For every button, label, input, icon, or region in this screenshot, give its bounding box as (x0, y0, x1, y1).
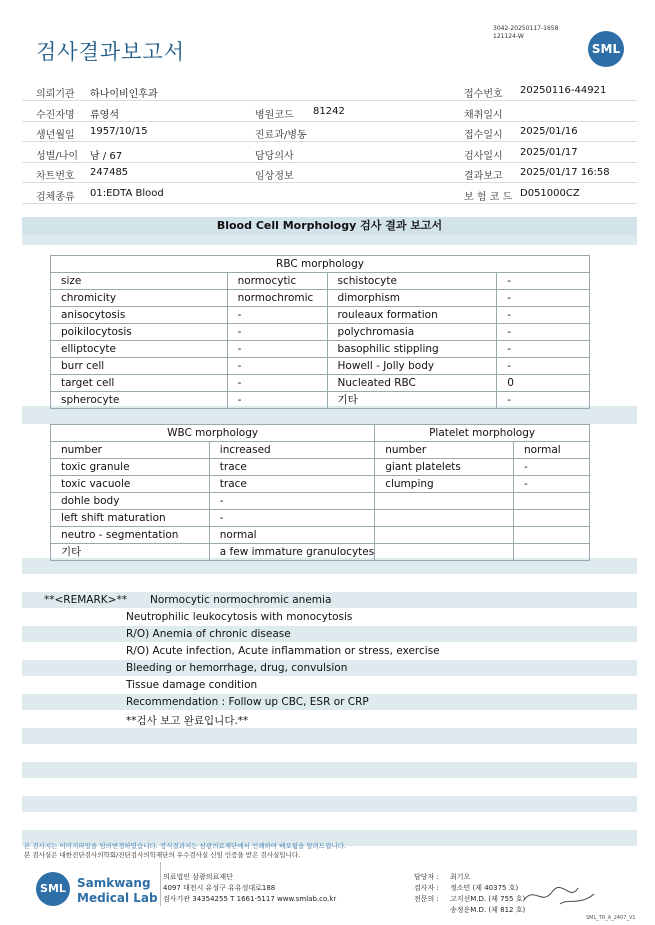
header-label: 임상정보 (255, 171, 294, 182)
header-label: 병원코드 (255, 109, 294, 121)
table-cell (513, 493, 589, 510)
table-row (51, 476, 590, 493)
brand-name: Medical Lab (77, 891, 158, 905)
table-cell: increased (209, 442, 374, 459)
section-title: Blood Cell Morphology 검사 결과 보고서 (22, 217, 637, 235)
header-label: 진료과/병동 (255, 130, 307, 141)
header-value: 2025/01/17 16:58 (520, 167, 610, 178)
table-row (51, 341, 590, 358)
remark-line: R/O) Acute infection, Acute inflammation or stress, exercise (126, 645, 440, 657)
row-band (22, 235, 637, 245)
header-value: 하나이비인후과 (90, 89, 158, 100)
table-cell: rouleaux formation (327, 307, 497, 324)
table-cell (375, 493, 514, 510)
table-row (51, 324, 590, 341)
header-value: 남 / 67 (90, 150, 123, 162)
table-row (51, 273, 590, 290)
staff-row (414, 883, 518, 893)
table-cell (513, 527, 589, 544)
table-cell: Nucleated RBC (327, 375, 497, 392)
header-value: 20250116-44921 (520, 85, 607, 96)
table-cell: target cell (51, 375, 228, 392)
table-cell: basophilic stippling (327, 341, 497, 358)
table-cell: left shift maturation (51, 510, 210, 527)
header-row (22, 80, 637, 101)
table-row (51, 442, 590, 459)
table-cell (375, 510, 514, 527)
wbc-platelet-morphology-table (50, 424, 590, 561)
table-cell: - (497, 358, 590, 375)
table-cell: elliptocyte (51, 341, 228, 358)
remark-line: R/O) Anemia of chronic disease (126, 628, 291, 640)
table-cell: giant platelets (375, 459, 514, 476)
header-value: 81242 (313, 105, 345, 117)
header-row (22, 183, 637, 204)
table-row (51, 358, 590, 375)
header-label: 보 험 코 드 (464, 191, 513, 203)
header-label: 검사일시 (464, 150, 503, 162)
remark-line: Bleeding or hemorrhage, drug, convulsion (126, 662, 348, 674)
remark-line: Normocytic normochromic anemia (150, 594, 332, 606)
table-cell: toxic granule (51, 459, 210, 476)
header-value: 2025/01/17 (520, 146, 578, 158)
table-cell: - (227, 358, 327, 375)
org-address: 4097 대전시 유성구 유유성대로188 (163, 884, 276, 892)
table-cell: 기타 (51, 544, 210, 561)
table-cell: dimorphism (327, 290, 497, 307)
table-row (51, 527, 590, 544)
header-label: 의뢰기관 (36, 89, 75, 100)
header-label: 접수일시 (464, 130, 503, 141)
table-row (51, 544, 590, 561)
header-label: 차트번호 (36, 171, 75, 182)
document-code (493, 25, 558, 41)
header-row (22, 142, 637, 163)
table-cell: - (497, 392, 590, 409)
footer-note: 본 검사실은 대한진단검사의학회/진단검사의학재단의 우수검사실 신임 인증을 받은 검사실입니다. (24, 851, 301, 859)
report-title: 검사결과보고서 (36, 40, 186, 64)
row-band (22, 728, 637, 744)
table-cell: normal (513, 442, 589, 459)
table-cell: - (497, 273, 590, 290)
header-value: 247485 (90, 167, 129, 178)
header-value: 1957/10/15 (90, 126, 148, 137)
staff-row (414, 894, 525, 904)
table-cell: Howell - Jolly body (327, 358, 497, 375)
table-cell: - (227, 307, 327, 324)
org-contact: 검사기관 34354255 T 1661-5117 www.smlab.co.kr (163, 895, 337, 903)
table-row (51, 493, 590, 510)
staff-row (414, 872, 470, 882)
document-code-line: 3042-20250117-1658 (493, 25, 559, 32)
table-cell: normocytic (227, 273, 327, 290)
table-cell: number (375, 442, 514, 459)
table-cell: poikilocytosis (51, 324, 228, 341)
row-band (22, 762, 637, 778)
header-label: 채취일시 (464, 109, 503, 121)
signature (520, 880, 600, 910)
table-cell: - (209, 493, 374, 510)
table-cell: - (497, 341, 590, 358)
platelet-header: Platelet morphology (375, 425, 590, 442)
header-value: D051000CZ (520, 187, 580, 199)
staff-name: 최기오 (450, 873, 471, 881)
table-cell: neutro - segmentation (51, 527, 210, 544)
table-cell: a few immature granulocytes (209, 544, 374, 561)
table-cell: - (513, 459, 589, 476)
header-label: 결과보고 (464, 171, 503, 182)
remark-line: **검사 보고 완료입니다.** (126, 715, 249, 727)
staff-role: 담당자 : (414, 873, 439, 881)
header-value: 01:EDTA Blood (90, 187, 164, 199)
table-cell: burr cell (51, 358, 228, 375)
rbc-header: RBC morphology (51, 256, 590, 273)
staff-name: 송정운M.D. (제 812 호) (450, 906, 526, 914)
table-cell (375, 527, 514, 544)
remark-line: Recommendation : Follow up CBC, ESR or CRP (126, 696, 369, 708)
header-label: 성별/나이 (36, 150, 79, 162)
table-cell: - (513, 476, 589, 493)
table-cell: - (227, 341, 327, 358)
table-cell: - (227, 324, 327, 341)
brand-name: Samkwang (77, 876, 151, 890)
table-cell: polychromasia (327, 324, 497, 341)
table-cell: dohle body (51, 493, 210, 510)
rbc-morphology-table (50, 255, 590, 409)
staff-name: 고지선M.D. (제 755 호) (450, 895, 526, 903)
header-label: 접수번호 (464, 89, 503, 100)
wbc-header: WBC morphology (51, 425, 375, 442)
row-band (22, 626, 637, 642)
header-label: 생년월일 (36, 130, 75, 141)
table-cell: - (497, 290, 590, 307)
header-label: 수진자명 (36, 109, 75, 121)
table-row (51, 392, 590, 409)
header-value: 류영석 (90, 109, 119, 121)
table-cell: - (497, 324, 590, 341)
table-cell: - (497, 307, 590, 324)
table-row (51, 510, 590, 527)
header-row (22, 101, 637, 122)
staff-row (414, 905, 525, 915)
table-cell (513, 544, 589, 561)
sml-logo: SML (588, 31, 624, 67)
header-row (22, 162, 637, 183)
table-row (51, 290, 590, 307)
table-cell: chromicity (51, 290, 228, 307)
form-code: SML_TR_A_2407_V1 (586, 915, 636, 921)
remark-label: **<REMARK>** (44, 594, 127, 606)
org-name: 의료법인 삼광의료재단 (163, 873, 233, 881)
table-cell: 0 (497, 375, 590, 392)
staff-role: 전문의 : (414, 895, 439, 903)
table-cell: trace (209, 476, 374, 493)
table-cell: 기타 (327, 392, 497, 409)
table-cell: - (227, 392, 327, 409)
header-label: 담당의사 (255, 150, 294, 162)
table-cell: normal (209, 527, 374, 544)
header-value: 2025/01/16 (520, 126, 578, 137)
table-cell: anisocytosis (51, 307, 228, 324)
divider (160, 862, 161, 906)
sml-logo: SML (36, 872, 70, 906)
table-row (51, 459, 590, 476)
table-cell: - (209, 510, 374, 527)
table-cell (375, 544, 514, 561)
table-cell: clumping (375, 476, 514, 493)
remark-line: Tissue damage condition (126, 679, 258, 691)
table-cell: spherocyte (51, 392, 228, 409)
table-cell: number (51, 442, 210, 459)
header-label: 검체종류 (36, 191, 75, 203)
document-code-line: 121124-W (493, 33, 524, 40)
footer-note: 본 검사지는 이미지파일을 임의변경하였습니다. 정식결과지는 삼광의료재단에서 인쇄하여 배포됨을 알려드립니다. (24, 842, 347, 850)
table-row (51, 375, 590, 392)
table-row (51, 307, 590, 324)
row-band (22, 796, 637, 812)
staff-name: 정소민 (제 40375 호) (450, 884, 519, 892)
remark-line: Neutrophilic leukocytosis with monocytosis (126, 611, 353, 623)
table-cell: trace (209, 459, 374, 476)
table-cell: toxic vacuole (51, 476, 210, 493)
staff-role: 검사자 : (414, 884, 439, 892)
table-cell: normochromic (227, 290, 327, 307)
table-cell: schistocyte (327, 273, 497, 290)
table-cell: - (227, 375, 327, 392)
table-cell (513, 510, 589, 527)
table-cell: size (51, 273, 228, 290)
header-row (22, 121, 637, 142)
